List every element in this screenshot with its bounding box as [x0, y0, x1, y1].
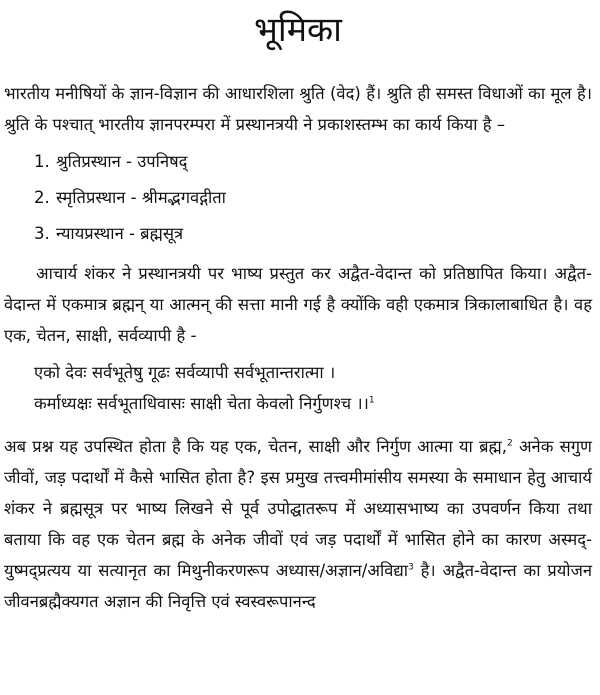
list-item: [34, 216, 592, 252]
list-item: [34, 180, 592, 216]
list-item-text: स्मृतिप्रस्थान - श्रीमद्भगवद्गीता: [56, 188, 226, 207]
list-item-number: 1.: [34, 152, 50, 171]
question-text-2: अनेक सगुण जीवों, जड़ पदार्थों में कैसे भासित होता है? इस प्रमुख तत्त्वमीमांसीय समस्या के समाधान हेतु आचार्य शंकर ने ब्रह्मसूत्र पर भाष्य लिखने से पूर्व उपोद्घातरूप में अध्यासभाष्य का उपवर्णन किया तथा बताया कि वह एक चेतन ब्रह्म के अनेक जीवों एवं जड़ पदार्थों में भासित होने का कारण अस्मद्-युष्मद्प्रत्यय या सत्यानृत का मिथुनीकरणरूप अध्यास/अज्ञान/अविद्या: [4, 437, 592, 580]
intro-paragraph: भारतीय मनीषियों के ज्ञान-विज्ञान की आधारशिला श्रुति (वेद) हैं। श्रुति ही समस्त विधाओं का मूल है। श्रुति के पश्चात् भारतीय ज्ञानपरम्परा में प्रस्थानत्रयी ने प्रकाशस्तम्भ का कार्य किया है –: [4, 84, 592, 134]
advaita-paragraph: आचार्य शंकर ने प्रस्थानत्रयी पर भाष्य प्रस्तुत कर अद्वैत-वेदान्त को प्रतिष्ठापित किया। अद्वैत-वेदान्त में एकमात्र ब्रह्मन् या आत्मन् की सत्ता मानी गई है क्योंकि वही एकमात्र त्रिकालाबाधित है। वह एक, चेतन, साक्षी, सर्वव्यापी है -: [4, 264, 592, 345]
question-paragraph: [4, 431, 592, 617]
footnote-marker: 2: [506, 438, 513, 449]
list-item-text: न्यायप्रस्थान - ब्रह्मसूत्र: [56, 224, 184, 243]
prasthana-list: [34, 144, 592, 252]
question-text-1: अब प्रश्न यह उपस्थित होता है कि यह एक, चेतन, साक्षी और निर्गुण आत्मा या ब्रह्म,: [4, 437, 507, 456]
footnote-marker: 3: [408, 562, 414, 573]
question-text-3: है। अद्वैत-वेदान्त का प्रयोजन जीवनब्रह्मैक्यगत अज्ञान की निवृत्ति एवं स्वस्वरूपानन्द: [4, 561, 592, 611]
footnote-marker: 1: [368, 395, 375, 406]
list-item: [34, 144, 592, 180]
verse-line-1: एको देवः सर्वभूतेषु गूढः सर्वव्यापी सर्वभूतान्तरात्मा ।: [34, 363, 336, 382]
list-item-number: 3.: [34, 224, 50, 243]
page-title: भूमिका: [254, 10, 342, 50]
list-item-number: 2.: [34, 188, 50, 207]
verse-line-2: [34, 388, 592, 419]
verse-line-2-text: कर्माध्यक्षः सर्वभूताधिवासः साक्षी चेता केवलो निर्गुणश्च ।।: [34, 394, 369, 413]
list-item-text: श्रुतिप्रस्थान - उपनिषद्: [56, 152, 188, 171]
verse-block: [34, 357, 592, 419]
